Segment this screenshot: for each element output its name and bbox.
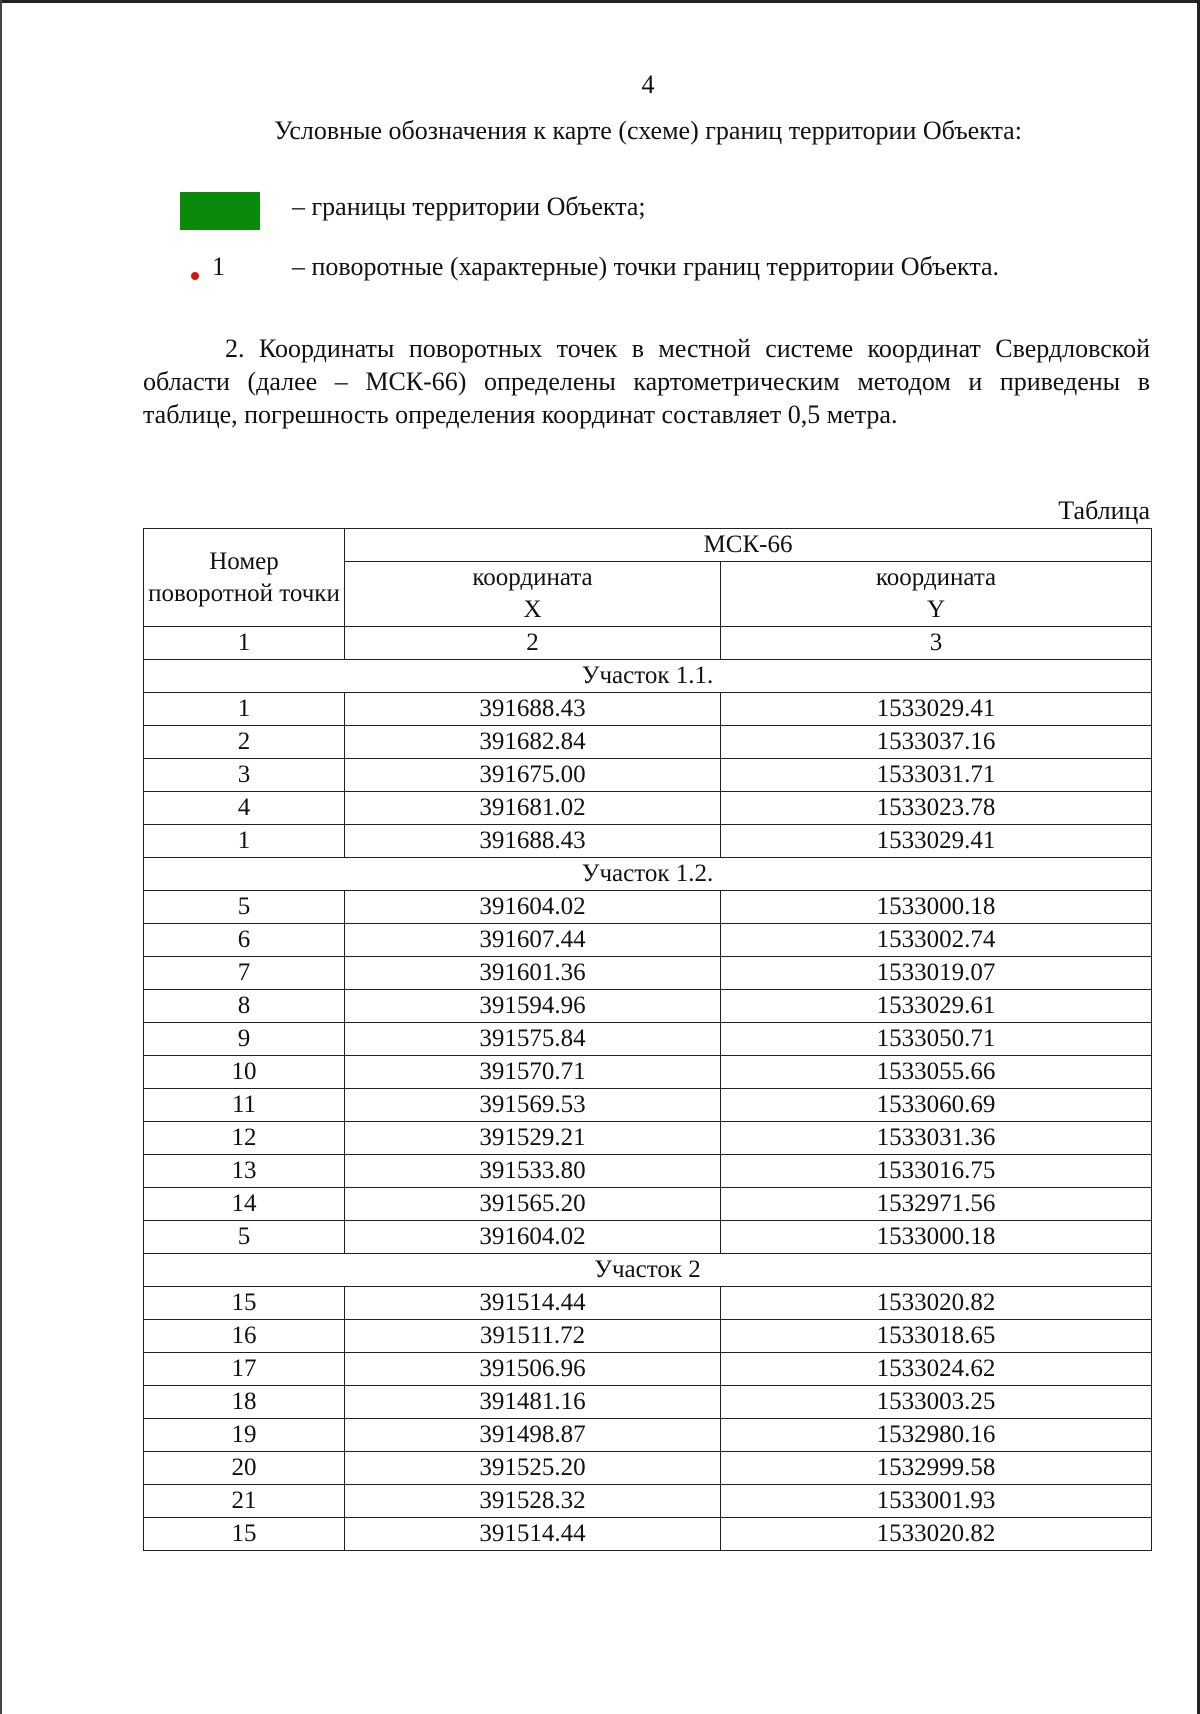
coord-x-cell: 391529.21	[345, 1122, 721, 1155]
scan-edge-left	[0, 0, 2, 1714]
table-caption: Таблица	[1058, 496, 1150, 525]
table-row	[144, 1485, 1152, 1518]
coord-y-cell: 1532971.56	[721, 1188, 1152, 1221]
coord-y-cell: 1533024.62	[721, 1353, 1152, 1386]
coord-x-cell: 391607.44	[345, 924, 721, 957]
section-row	[144, 858, 1152, 891]
table-row	[144, 825, 1152, 858]
section-row	[144, 1254, 1152, 1287]
coord-y-cell: 1533000.18	[721, 1221, 1152, 1254]
coord-x-cell: 391675.00	[345, 759, 721, 792]
table-row	[144, 990, 1152, 1023]
header-coord-y-word: координата	[875, 564, 997, 591]
section-row	[144, 660, 1152, 693]
point-number-cell: 4	[144, 792, 345, 825]
coord-x-cell: 391511.72	[345, 1320, 721, 1353]
point-number-cell: 21	[144, 1485, 345, 1518]
table-row	[144, 792, 1152, 825]
coord-y-cell: 1533029.41	[721, 693, 1152, 726]
coord-x-cell: 391565.20	[345, 1188, 721, 1221]
coord-y-cell: 1533031.36	[721, 1122, 1152, 1155]
page-number: 4	[641, 70, 655, 99]
coord-y-cell: 1533037.16	[721, 726, 1152, 759]
column-number-1: 1	[144, 627, 345, 660]
table-row	[144, 1452, 1152, 1485]
coord-x-cell: 391481.16	[345, 1386, 721, 1419]
paragraph-text: 2. Координаты поворотных точек в местной системе координат Свердловской области (далее – МСК-66) определены картометрическим методом и приведены в таблице, погрешность определения координат составляет 0,5 метра.	[143, 334, 1150, 429]
point-number-cell: 16	[144, 1320, 345, 1353]
point-number-cell: 5	[144, 891, 345, 924]
point-number-cell: 9	[144, 1023, 345, 1056]
coord-y-cell: 1533019.07	[721, 957, 1152, 990]
point-number-cell: 8	[144, 990, 345, 1023]
point-number-cell: 20	[144, 1452, 345, 1485]
coord-y-cell: 1533016.75	[721, 1155, 1152, 1188]
coord-y-cell: 1532980.16	[721, 1419, 1152, 1452]
coord-x-cell: 391569.53	[345, 1089, 721, 1122]
section-title: Участок 2	[144, 1254, 1152, 1287]
coord-y-cell: 1533002.74	[721, 924, 1152, 957]
red-point-icon	[191, 272, 199, 280]
header-coord-x	[345, 562, 721, 627]
coord-y-cell: 1533050.71	[721, 1023, 1152, 1056]
coord-y-cell: 1533055.66	[721, 1056, 1152, 1089]
coord-y-cell: 1532999.58	[721, 1452, 1152, 1485]
coord-x-cell: 391681.02	[345, 792, 721, 825]
coord-x-cell: 391514.44	[345, 1287, 721, 1320]
section-title: Участок 1.2.	[144, 858, 1152, 891]
coord-y-cell: 1533018.65	[721, 1320, 1152, 1353]
point-number-cell: 1	[144, 693, 345, 726]
column-number-3: 3	[721, 627, 1152, 660]
point-number-cell: 19	[144, 1419, 345, 1452]
table-row	[144, 1023, 1152, 1056]
point-number-cell: 10	[144, 1056, 345, 1089]
point-number-cell: 11	[144, 1089, 345, 1122]
table-row	[144, 891, 1152, 924]
coord-x-cell: 391575.84	[345, 1023, 721, 1056]
coord-y-cell: 1533020.82	[721, 1287, 1152, 1320]
coord-x-cell: 391601.36	[345, 957, 721, 990]
green-boundary-swatch	[180, 192, 260, 230]
coord-x-cell: 391604.02	[345, 1221, 721, 1254]
table-row	[144, 1056, 1152, 1089]
coord-x-cell: 391594.96	[345, 990, 721, 1023]
coord-x-cell: 391688.43	[345, 825, 721, 858]
coordinates-paragraph	[143, 332, 1150, 431]
table-row	[144, 693, 1152, 726]
scan-edge-top	[0, 0, 1200, 3]
table-row	[144, 1089, 1152, 1122]
point-number-cell: 1	[144, 825, 345, 858]
header-system: МСК-66	[345, 529, 1152, 562]
header-coord-x-word: координата	[472, 564, 593, 591]
table-row	[144, 1386, 1152, 1419]
header-coord-y-letter: Y	[926, 596, 946, 623]
point-number-cell: 15	[144, 1518, 345, 1551]
point-number-cell: 3	[144, 759, 345, 792]
table-body	[144, 660, 1152, 1551]
legend-text-boundary: – границы территории Объекта;	[292, 192, 646, 221]
point-number-cell: 15	[144, 1287, 345, 1320]
coord-x-cell: 391682.84	[345, 726, 721, 759]
coord-y-cell: 1533029.61	[721, 990, 1152, 1023]
coord-y-cell: 1533029.41	[721, 825, 1152, 858]
coord-y-cell: 1533031.71	[721, 759, 1152, 792]
legend-point-label: 1	[212, 252, 225, 281]
coord-y-cell: 1533020.82	[721, 1518, 1152, 1551]
table-row	[144, 924, 1152, 957]
legend-title: Условные обозначения к карте (схеме) границ территории Объекта:	[274, 116, 1022, 145]
coord-x-cell: 391525.20	[345, 1452, 721, 1485]
column-number-2: 2	[345, 627, 721, 660]
table-row	[144, 957, 1152, 990]
section-title: Участок 1.1.	[144, 660, 1152, 693]
table-row	[144, 1287, 1152, 1320]
table-row	[144, 1155, 1152, 1188]
header-coord-y	[721, 562, 1152, 627]
table-row	[144, 1188, 1152, 1221]
coord-y-cell: 1533001.93	[721, 1485, 1152, 1518]
coord-x-cell: 391688.43	[345, 693, 721, 726]
point-number-cell: 17	[144, 1353, 345, 1386]
point-number-cell: 6	[144, 924, 345, 957]
coord-y-cell: 1533003.25	[721, 1386, 1152, 1419]
point-number-cell: 14	[144, 1188, 345, 1221]
point-number-cell: 18	[144, 1386, 345, 1419]
coord-x-cell: 391570.71	[345, 1056, 721, 1089]
header-coord-x-letter: X	[523, 596, 542, 623]
header-point-number: Номер поворотной точки	[144, 529, 345, 627]
table-row	[144, 1221, 1152, 1254]
coord-y-cell: 1533060.69	[721, 1089, 1152, 1122]
point-number-cell: 13	[144, 1155, 345, 1188]
coord-y-cell: 1533023.78	[721, 792, 1152, 825]
point-number-cell: 12	[144, 1122, 345, 1155]
table-row	[144, 1518, 1152, 1551]
table-row	[144, 1353, 1152, 1386]
coord-x-cell: 391604.02	[345, 891, 721, 924]
table-row	[144, 1320, 1152, 1353]
point-number-cell: 2	[144, 726, 345, 759]
coord-x-cell: 391514.44	[345, 1518, 721, 1551]
coord-y-cell: 1533000.18	[721, 891, 1152, 924]
table-row	[144, 1419, 1152, 1452]
coord-x-cell: 391528.32	[345, 1485, 721, 1518]
legend-text-points: – поворотные (характерные) точки границ территории Объекта.	[292, 252, 1000, 281]
coord-x-cell: 391506.96	[345, 1353, 721, 1386]
coord-x-cell: 391533.80	[345, 1155, 721, 1188]
coord-x-cell: 391498.87	[345, 1419, 721, 1452]
table-row	[144, 1122, 1152, 1155]
point-number-cell: 7	[144, 957, 345, 990]
table-row	[144, 726, 1152, 759]
point-number-cell: 5	[144, 1221, 345, 1254]
table-row	[144, 759, 1152, 792]
coordinates-table	[143, 528, 1152, 1551]
